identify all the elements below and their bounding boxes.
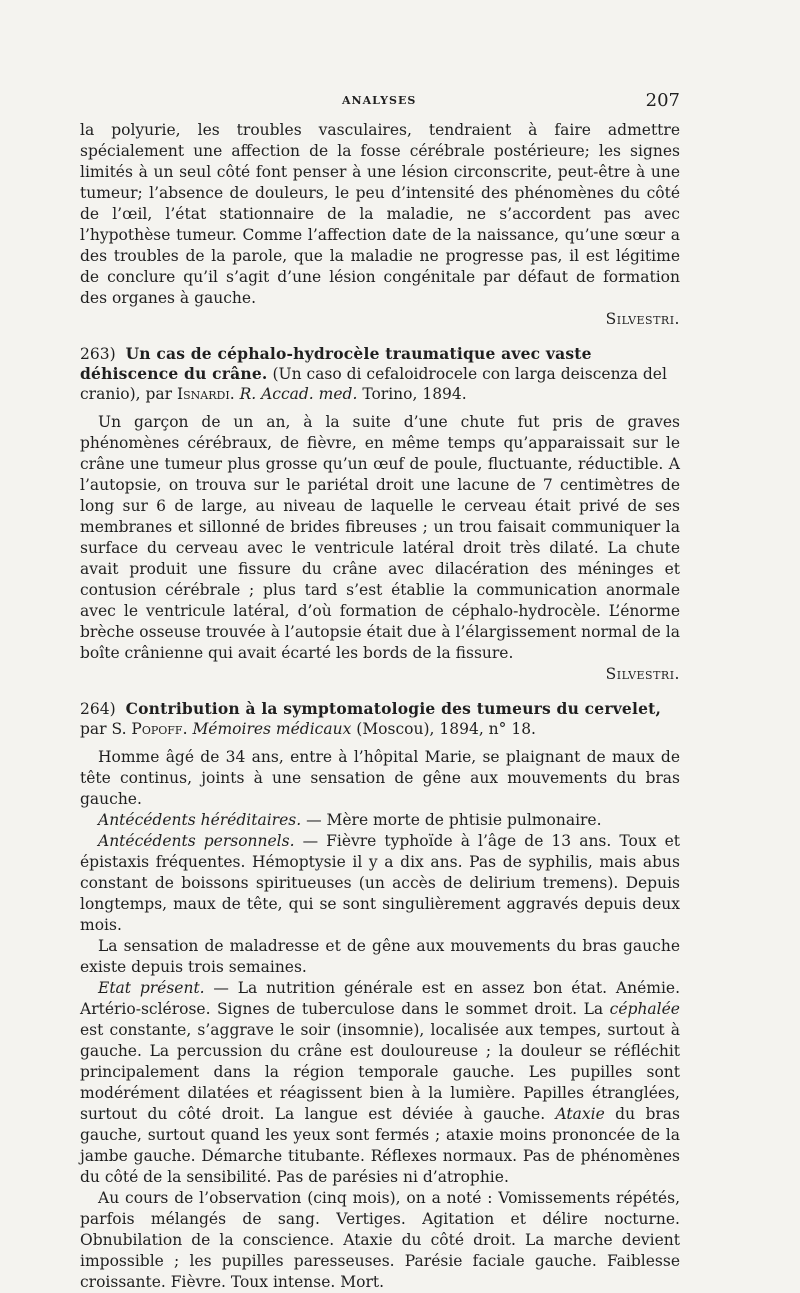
entry-263-number: 263) (80, 345, 116, 363)
entry-264-details: (Moscou), 1894, n° 18. (356, 720, 536, 738)
entry-264-paragraph-5 (80, 978, 680, 1188)
entry-264-number: 264) (80, 700, 116, 718)
entry-263-signature: Silvestri. (605, 665, 680, 683)
entry-263-body: Un garçon de un an, à la suite d’une chute fut pris de graves phénomènes cérébraux, de fièvre, en même temps qu’apparaissait sur le crâne une tumeur plus grosse qu’un œuf de poule, fluctuante, réductible. A l’autopsie, on trouva sur le pariétal droit une lacune de 7 centimètres de long sur 6 de large, au niveau de laquelle le cerveau était privé de ses membranes et sillonné de brides fibreuses ; un trou faisait communiquer la surface du cerveau avec le ventricule latéral droit très dilaté. La chute avait produit une fissure du crâne avec dilacération des méninges et contusion cérébrale ; plus tard s’est établie la communication anormale avec le ventricule latéral, d’où formation de céphalo-hydrocèle. L’énorme brèche osseuse trouvée à l’autopsie était due à l’élargissement normal de la boîte crânienne qui avait écarté les bords de la fissure. (80, 413, 680, 662)
entry-263-bold-title: Un cas de céphalo-hydrocèle traumatique avec vaste déhiscence du crâne. (80, 344, 592, 383)
running-header-title: ANALYSES (342, 94, 417, 107)
entry-264-present-italic-2: Ataxie (555, 1105, 605, 1123)
entry-264-personal-label: Antécédents personnels. (98, 832, 295, 850)
entry-263-author: Isnardi. (177, 385, 235, 403)
entry-264-author: S. Popoff. (111, 720, 188, 738)
entry-264-present-label: Etat présent. (98, 979, 205, 997)
entry-264-journal: Mémoires médicaux (192, 720, 352, 738)
entry-263-details: Torino, 1894. (362, 385, 467, 403)
entry-264-paragraph-1: Homme âgé de 34 ans, entre à l’hôpital Marie, se plaignant de maux de tête continus, joints à une sensation de gêne aux mouvements du bras gauche. (80, 748, 680, 808)
entry-264-present-text-1: — La nutrition générale est en assez bon état. Anémie. Artério-sclérose. Signes de tuberculose dans le sommet droit. La (80, 979, 680, 1018)
entry-264-personal-text: — Fièvre typhoïde à l’âge de 13 ans. Toux et épistaxis fréquentes. Hémoptysie il y a dix ans. Pas de syphilis, mais abus constant de boissons spiritueuses (un accès de delirium tremens). Depuis longtemps, maux de tête, qui se sont singulièrement aggravés depuis deux mois. (80, 832, 680, 934)
entry-264-par: par (80, 720, 107, 738)
entry-263-journal: R. Accad. med. (239, 385, 358, 403)
document-page (80, 86, 680, 1293)
entry-264-heredity-label: Antécédents héréditaires. (98, 811, 302, 829)
page-header (80, 86, 680, 116)
entry-264-heredity-text: — Mère morte de phtisie pulmonaire. (306, 811, 602, 829)
entry-264-present-text-2: est constante, s’aggrave le soir (insomnie), localisée aux tempes, surtout à gauche. La percussion du crâne est douloureuse ; la douleur se réfléchit principalement dans la région temporale gauche. Les pupilles sont modérément dilatées et réagissent bien à la lumière. Papilles étranglées, surtout du côté droit. La langue est déviée à gauche. (80, 1021, 680, 1123)
page-number: 207 (645, 90, 680, 111)
opening-signature: Silvestri. (605, 310, 680, 328)
entry-264-paragraph-2 (80, 810, 680, 831)
entry-264-title (80, 699, 680, 739)
entry-264-paragraph-4: La sensation de maladresse et de gêne aux mouvements du bras gauche existe depuis trois semaines. (80, 937, 680, 976)
entry-264-paragraph-3 (80, 831, 680, 936)
entry-263-subtitle: (Un caso di cefaloidrocele con larga deiscenza del cranio), par (80, 365, 667, 403)
entry-264-paragraph-6: Au cours de l’observation (cinq mois), on a noté : Vomissements répétés, parfois mélangés de sang. Vertiges. Agitation et délire nocturne. Obnubilation de la conscience. Ataxie du côté droit. La marche devient impossible ; les pupilles paresseuses. Parésie faciale gauche. Faiblesse croissante. Fièvre. Toux intense. Mort. (80, 1189, 680, 1291)
entry-264-bold-title: Contribution à la symptomatologie des tumeurs du cervelet, (125, 699, 662, 718)
entry-264-present-text-3: du bras gauche, surtout quand les yeux sont fermés ; ataxie moins prononcée de la jambe gauche. Démarche titubante. Réflexes normaux. Pas de phénomènes du côté de la sensibilité. Pas de parésies ni d’atrophie. (80, 1105, 680, 1186)
entry-263-title (80, 344, 680, 404)
opening-paragraph: la polyurie, les troubles vasculaires, tendraient à faire admettre spécialement une affection de la fosse cérébrale postérieure; les signes limités à un seul côté font penser à une lésion circonscrite, peut-être à une tumeur; l’absence de douleurs, le peu d’intensité des phénomènes du côté de l’œil, l’état stationnaire de la maladie, ne s’accordent pas avec l’hypothèse tumeur. Comme l’affection date de la naissance, qu’une sœur a des troubles de la parole, que la maladie ne progresse pas, il est légitime de conclure qu’il s’agit d’une lésion congénitale par défaut de formation des organes à gauche. (80, 121, 680, 307)
entry-264-present-italic-1: céphalée (609, 1000, 680, 1018)
